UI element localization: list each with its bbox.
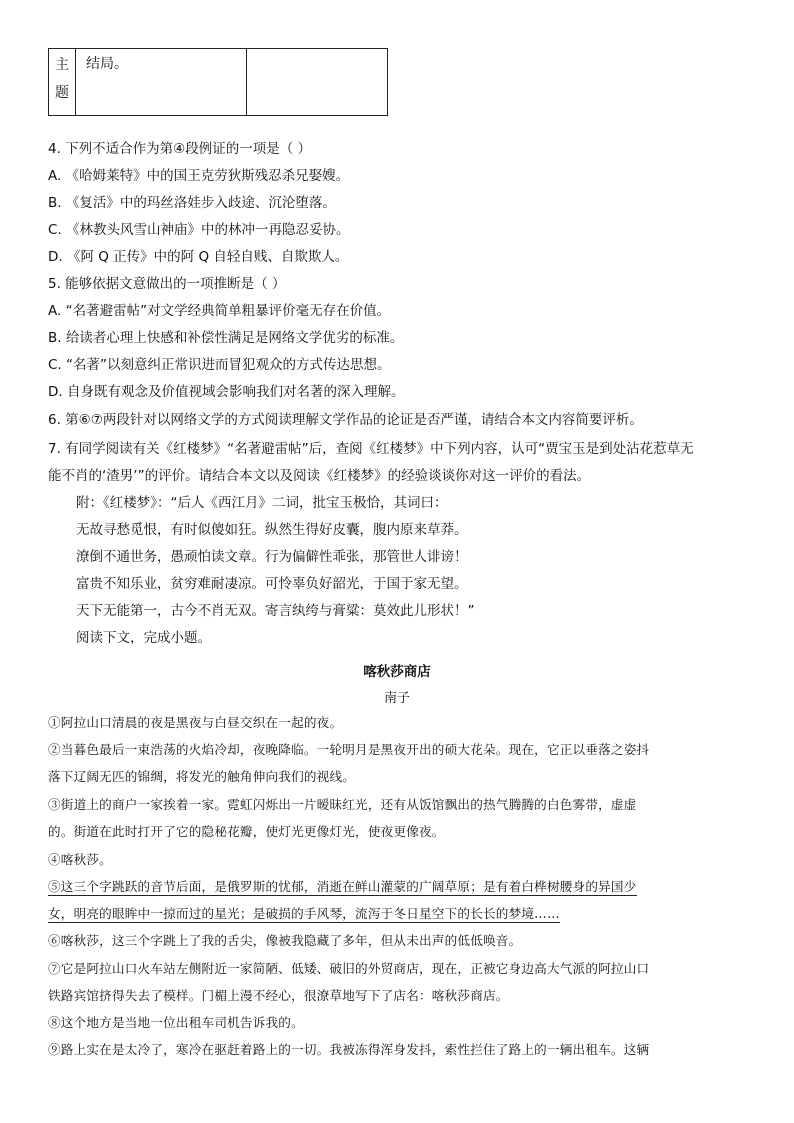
paragraph-5-line-1 bbox=[48, 878, 637, 896]
option-5a: A. “名著避雷帖”对文学经典简单粗暴评价毫无存在价值。 bbox=[48, 303, 391, 319]
option-4a: A. 《哈姆莱特》中的国王克劳狄斯残忍杀兄娶嫂。 bbox=[48, 168, 350, 184]
paragraph-7-line-2: 铁路宾馆挤得失去了模样。门楣上漫不经心，很潦草地写下了店名：喀秋莎商店。 bbox=[48, 988, 509, 1003]
paragraph-9-line-1: ⑨路上实在是太冷了，寒冷在驱赶着路上的一切。我被冻得浑身发抖，索性拦住了路上的一辆出租车。这辆 bbox=[48, 1042, 650, 1057]
option-5c: C. “名著”以刻意纠正常识进而冒犯观众的方式传达思想。 bbox=[48, 357, 391, 373]
table-label-cell bbox=[49, 49, 76, 116]
question-5: 5. 能够依据文意做出的一项推断是（ ） bbox=[48, 276, 286, 292]
article-author: 南子 bbox=[383, 691, 410, 706]
option-5b: B. 给读者心理上快感和补偿性满足是网络文学优劣的标准。 bbox=[48, 330, 404, 346]
paragraph-8: ⑧这个地方是当地一位出租车司机告诉我的。 bbox=[48, 1015, 304, 1030]
table-content: 结局。 bbox=[86, 56, 128, 72]
paragraph-6: ⑥喀秋莎，这三个字跳上了我的舌尖，像被我隐藏了多年，但从未出声的低低唤音。 bbox=[48, 933, 522, 948]
question-7-line-2: 能不肖的‘渣男’”的评价。请结合本文以及阅读《红楼梦》的经验谈谈你对这一评价的看法。 bbox=[48, 468, 591, 484]
poem-line-1: 无故寻愁觅恨，有时似傻如狂。纵然生得好皮囊，腹内原来草莽。 bbox=[76, 522, 468, 538]
appendix-intro: 附：《红楼梦》：“后人《西江月》二词，批宝玉极恰，其词曰： bbox=[76, 495, 448, 511]
paragraph-2-line-1: ②当暮色最后一束浩荡的火焰冷却，夜晚降临。一轮明月是黑夜开出的硕大花朵。现在，它正以垂落之姿抖 bbox=[48, 742, 650, 757]
table-empty-cell bbox=[247, 49, 388, 116]
paragraph-1: ①阿拉山口清晨的夜是黑夜与白昼交织在一起的夜。 bbox=[48, 715, 343, 730]
question-7-line-1: 7. 有同学阅读有关《红楼梦》“名著避雷帖”后，查阅《红楼梦》中下列内容，认可“贾宝玉是到处沾花惹草无 bbox=[48, 441, 694, 457]
table-content-cell bbox=[76, 49, 247, 116]
option-4b: B. 《复活》中的玛丝洛娃步入歧途、沉沦堕落。 bbox=[48, 195, 336, 211]
poem-line-2: 潦倒不通世务，愚顽怕读文章。行为偏僻性乖张，那管世人诽谤！ bbox=[76, 549, 468, 565]
option-4d: D. 《阿 Q 正传》中的阿 Q 自轻自贱、自欺欺人。 bbox=[48, 249, 349, 265]
table-label: 主 题 bbox=[55, 57, 69, 101]
question-4: 4. 下列不适合作为第④段例证的一项是（ ） bbox=[48, 141, 312, 157]
underlined-text: 女，明亮的眼眸中一掠而过的星光；是破损的手风琴，流泻于冬日星空下的长长的梦境…… bbox=[48, 906, 560, 921]
option-5d: D. 自身既有观念及价值视域会影响我们对名著的深入理解。 bbox=[48, 384, 405, 400]
reading-instruction: 阅读下文，完成小题。 bbox=[76, 630, 211, 646]
paragraph-7-line-1: ⑦它是阿拉山口火车站左侧附近一家简陋、低矮、破旧的外贸商店，现在，正被它身边高大气派的阿拉山口 bbox=[48, 961, 650, 976]
poem-line-3: 富贵不知乐业，贫穷难耐凄凉。可怜辜负好韶光，于国于家无望。 bbox=[76, 576, 468, 592]
paragraph-4: ④喀秋莎。 bbox=[48, 852, 112, 867]
paragraph-3-line-1: ③街道上的商户一家挨着一家。霓虹闪烁出一片暧昧红光，还有从饭馆飘出的热气腾腾的白色雾带，虚虚 bbox=[48, 797, 637, 812]
underlined-text: ⑤这三个字跳跃的音节后面，是俄罗斯的忧郁，消逝在鲜山灌蒙的广阔草原；是有着白桦树腰身的异国少 bbox=[48, 879, 637, 894]
poem-line-4: 天下无能第一，古今不肖无双。寄言纨绔与膏粱：莫效此儿形状！” bbox=[76, 603, 475, 619]
paragraph-2-line-2: 落下辽阔无匹的锦绸，将发光的触角伸向我们的视线。 bbox=[48, 769, 356, 784]
theme-table-fragment bbox=[48, 48, 388, 116]
paragraph-3-line-2: 的。街道在此时打开了它的隐秘花瓣，使灯光更像灯光，使夜更像夜。 bbox=[48, 824, 445, 839]
option-4c: C. 《林教头风雪山神庙》中的林冲一再隐忍妥协。 bbox=[48, 222, 350, 238]
paragraph-5-line-2 bbox=[48, 905, 560, 923]
question-6: 6. 第⑥⑦两段针对以网络文学的方式阅读理解文学作品的论证是否严谨，请结合本文内容简要评析。 bbox=[48, 412, 643, 428]
article-title: 喀秋莎商店 bbox=[363, 664, 431, 680]
